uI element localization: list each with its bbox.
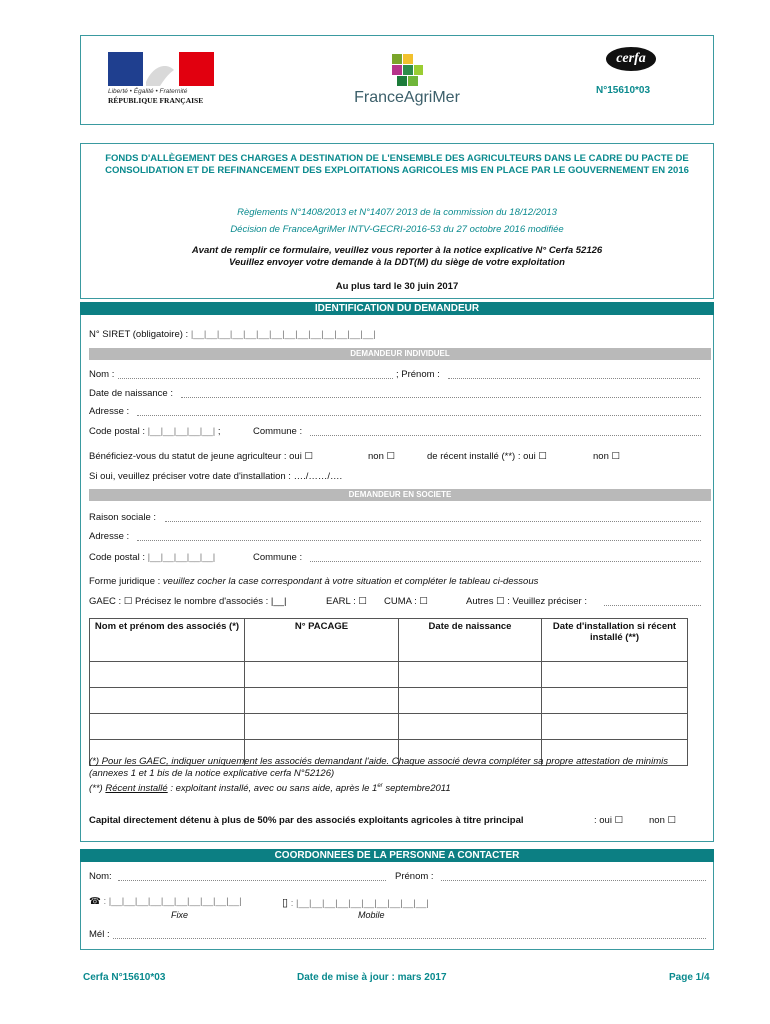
adresse-label: Adresse : xyxy=(89,406,130,417)
siret-label: N° SIRET (obligatoire) : xyxy=(89,329,189,340)
col-pacage: N° PACAGE xyxy=(245,619,399,662)
table-cell[interactable] xyxy=(542,688,688,714)
mel-input[interactable] xyxy=(113,938,706,939)
footer-page: Page 1/4 xyxy=(669,972,710,983)
naissance-input[interactable] xyxy=(181,397,701,398)
siret-row xyxy=(89,329,376,340)
autres-input[interactable] xyxy=(604,605,701,606)
note-text: : exploitant installé, avec ou sans aide, après le 1 xyxy=(170,783,378,795)
footer-cerfa: Cerfa N°15610*03 xyxy=(83,972,166,983)
jeune-agriculteur-non[interactable]: non ☐ xyxy=(368,451,396,462)
forme-juridique-label: Forme juridique : xyxy=(89,576,161,587)
contact-prenom-label: Prénom : xyxy=(395,871,434,882)
note-term: Récent installé xyxy=(105,783,168,795)
note-prefix: (**) xyxy=(89,783,103,795)
decision-text: Décision de FranceAgriMer INTV-GECRI-2016-53 du 27 octobre 2016 modifiée xyxy=(230,224,564,235)
code-postal-label: Code postal : xyxy=(89,426,145,437)
societe-commune-input[interactable] xyxy=(310,561,701,562)
table-cell[interactable] xyxy=(245,688,399,714)
republic-motto: Liberté • Égalité • Fraternité xyxy=(108,88,188,95)
form-number: N°15610*03 xyxy=(596,85,651,96)
table-row xyxy=(90,688,688,714)
col-date-installation: Date d'installation si récent installé (**) xyxy=(542,619,688,662)
table-cell[interactable] xyxy=(90,662,245,688)
societe-adresse-label: Adresse : xyxy=(89,531,130,542)
table-cell[interactable] xyxy=(542,662,688,688)
forme-juridique-row xyxy=(89,576,538,587)
deadline-text: Au plus tard le 30 juin 2017 xyxy=(335,281,459,292)
siret-input[interactable]: |__|__|__|__|__|__|__|__|__|__|__|__|__|__| xyxy=(190,329,376,340)
table-row xyxy=(90,714,688,740)
individual-section-title: DEMANDEUR INDIVIDUEL xyxy=(89,348,711,360)
raison-sociale-label: Raison sociale : xyxy=(89,512,157,523)
form-title: FONDS D'ALLÈGEMENT DES CHARGES A DESTINATION DE L'ENSEMBLE DES AGRICULTEURS DANS LE CADRE DU PACTE DE CONSOLIDATION ET DE REFINANCEMENT DES EXPLOITATIONS AGRICOLES MIS EN PLACE PAR LE GOUVERNEMENT EN 2016 xyxy=(105,153,689,176)
footer-date: Date de mise à jour : mars 2017 xyxy=(297,972,447,983)
tricolour-flag-icon xyxy=(108,52,214,86)
adresse-input[interactable] xyxy=(137,415,701,416)
table-cell[interactable] xyxy=(245,714,399,740)
cuma-option[interactable]: CUMA : ☐ xyxy=(384,596,428,607)
societe-adresse-input[interactable] xyxy=(137,540,701,541)
naissance-label: Date de naissance : xyxy=(89,388,173,399)
table-cell[interactable] xyxy=(399,662,542,688)
notice-line-1: Avant de remplir ce formulaire, veuillez vous reporter à la notice explicative N° Cerfa 52126 xyxy=(191,245,603,256)
cerfa-logo: cerfa xyxy=(606,47,656,71)
jeune-agriculteur-question[interactable]: Bénéficiez-vous du statut de jeune agriculteur : oui ☐ xyxy=(89,451,313,462)
societe-code-postal-row xyxy=(89,552,215,563)
table-cell[interactable] xyxy=(542,714,688,740)
table-row xyxy=(90,662,688,688)
col-nom-prenom: Nom et prénom des associés (*) xyxy=(90,619,245,662)
gaec-note: (*) Pour les GAEC, indiquer uniquement les associés demandant l'aide. Chaque associé devra compléter sa propre attestation de minimis (annexes 1 et 1 bis de la notice explicative cerfa N°52126) xyxy=(89,756,668,779)
code-postal-input[interactable]: |__|__|__|__|__| xyxy=(147,426,216,437)
phone-input[interactable]: : |__|__|__|__|__|__|__|__|__|__| xyxy=(103,896,242,907)
republic-name: RÉPUBLIQUE FRANÇAISE xyxy=(108,96,204,105)
contact-nom-input[interactable] xyxy=(118,880,386,881)
note-end: septembre2011 xyxy=(382,783,451,795)
commune-input[interactable] xyxy=(310,435,701,436)
autres-option[interactable]: Autres ☐ : Veuillez préciser : xyxy=(466,596,587,607)
code-postal-row xyxy=(89,426,221,437)
table-cell[interactable] xyxy=(399,714,542,740)
nom-label: Nom : xyxy=(89,369,115,380)
nom-row xyxy=(89,369,114,380)
phone-icon: ☎ xyxy=(89,896,101,907)
societe-code-postal-label: Code postal : xyxy=(89,552,145,563)
associates-table xyxy=(89,618,688,766)
marianne-logo xyxy=(108,52,214,86)
code-postal-separator: ; xyxy=(217,426,221,437)
note-sup: er xyxy=(377,783,383,789)
prenom-label: ; Prénom : xyxy=(396,369,440,380)
mobile-phone-icon: ▯ xyxy=(282,897,289,909)
fixe-label: Fixe xyxy=(171,910,189,920)
phone-row xyxy=(89,896,242,907)
societe-code-postal-input[interactable]: |__|__|__|__|__| xyxy=(147,552,216,563)
regulations-text: Règlements N°1408/2013 et N°1407/ 2013 de la commission du 18/12/2013 xyxy=(237,207,557,218)
contact-section-title: COORDONNEES DE LA PERSONNE A CONTACTER xyxy=(80,849,714,862)
prenom-input[interactable] xyxy=(448,378,700,379)
installation-date-field[interactable]: Si oui, veuillez préciser votre date d'installation : …./……/…. xyxy=(89,471,343,482)
table-cell[interactable] xyxy=(90,688,245,714)
societe-commune-label: Commune : xyxy=(253,552,303,563)
contact-nom-label: Nom: xyxy=(89,871,112,882)
recent-installe-non[interactable]: non ☐ xyxy=(593,451,621,462)
capital-non[interactable]: non ☐ xyxy=(649,815,677,826)
associates-table-header xyxy=(90,619,688,662)
raison-sociale-input[interactable] xyxy=(165,521,701,522)
identification-section-title: IDENTIFICATION DU DEMANDEUR xyxy=(80,302,714,315)
col-date-naissance: Date de naissance xyxy=(399,619,542,662)
earl-option[interactable]: EARL : ☐ xyxy=(326,596,367,607)
mobile-input[interactable]: : |__|__|__|__|__|__|__|__|__|__| xyxy=(290,898,429,909)
nom-input[interactable] xyxy=(118,378,393,379)
notice-line-2: Veuillez envoyer votre demande à la DDT(M) du siège de votre exploitation xyxy=(229,257,565,268)
forme-juridique-instruction: veuillez cocher la case correspondant à votre situation et compléter le tableau ci-dessous xyxy=(162,576,539,587)
mobile-label: Mobile xyxy=(358,910,385,920)
franceagrimer-logo-text: FranceAgriMer xyxy=(354,89,460,106)
mel-label: Mél : xyxy=(89,929,110,940)
mobile-row xyxy=(282,896,429,909)
gaec-option[interactable]: GAEC : ☐ Précisez le nombre d'associés : |__| xyxy=(89,596,287,607)
capital-question: Capital directement détenu à plus de 50% par des associés exploitants agricoles à titre principal xyxy=(89,815,524,826)
table-cell[interactable] xyxy=(245,662,399,688)
contact-prenom-input[interactable] xyxy=(441,880,706,881)
franceagrimer-emblem-icon xyxy=(389,52,425,88)
recent-installe-note xyxy=(89,783,699,794)
table-cell[interactable] xyxy=(399,688,542,714)
capital-oui[interactable]: : oui ☐ xyxy=(594,815,624,826)
society-section-title: DEMANDEUR EN SOCIETE xyxy=(89,489,711,501)
table-cell[interactable] xyxy=(90,714,245,740)
recent-installe-question[interactable]: de récent installé (**) : oui ☐ xyxy=(427,451,547,462)
commune-label: Commune : xyxy=(253,426,303,437)
